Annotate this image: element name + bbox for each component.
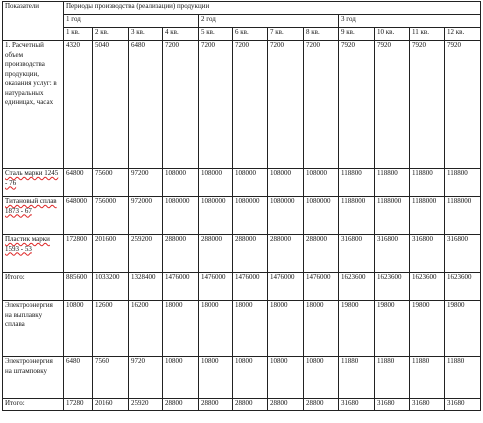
table-cell: 4320 <box>64 41 93 169</box>
production-table <box>2 1 481 411</box>
table-cell: 316800 <box>445 235 481 273</box>
table-cell: 118800 <box>445 169 481 197</box>
table-cell: 28800 <box>163 399 199 411</box>
header-quarter: 2 кв. <box>93 28 129 41</box>
table-cell: 31680 <box>410 399 445 411</box>
header-quarter: 5 кв. <box>199 28 233 41</box>
row-label <box>3 273 64 301</box>
table-cell: 18000 <box>163 301 199 357</box>
table-cell: 10800 <box>64 301 93 357</box>
table-cell: 11880 <box>375 357 410 399</box>
table-cell: 1033200 <box>93 273 129 301</box>
table-cell: 972000 <box>129 197 163 235</box>
header-quarter: 12 кв. <box>445 28 481 41</box>
row-label-text: Электроэнергия на выплавку сплава <box>5 301 53 328</box>
table-cell: 11880 <box>445 357 481 399</box>
table-cell: 1328400 <box>129 273 163 301</box>
header-year-3: 3 год <box>339 15 481 28</box>
table-cell: 9720 <box>129 357 163 399</box>
table-cell: 118800 <box>339 169 375 197</box>
table-cell: 16200 <box>129 301 163 357</box>
table-cell: 108000 <box>268 169 304 197</box>
header-quarter: 7 кв. <box>268 28 304 41</box>
table-cell: 316800 <box>375 235 410 273</box>
table-cell: 19800 <box>339 301 375 357</box>
table-cell: 108000 <box>233 169 268 197</box>
table-cell: 6480 <box>129 41 163 169</box>
table-cell: 316800 <box>339 235 375 273</box>
table-cell: 5040 <box>93 41 129 169</box>
table-cell: 7200 <box>199 41 233 169</box>
row-label <box>3 399 64 411</box>
row-label-text: Титановый сплав 1873 - 67 <box>5 197 57 215</box>
row-label <box>3 169 64 197</box>
row-label <box>3 357 64 399</box>
table-cell: 11880 <box>410 357 445 399</box>
table-cell: 28800 <box>233 399 268 411</box>
table-cell: 7200 <box>163 41 199 169</box>
table-cell: 1080000 <box>268 197 304 235</box>
header-quarter: 11 кв. <box>410 28 445 41</box>
table-cell: 108000 <box>304 169 339 197</box>
table-cell: 1188000 <box>445 197 481 235</box>
header-year-1: 1 год <box>64 15 199 28</box>
table-cell: 75600 <box>93 169 129 197</box>
header-quarter: 10 кв. <box>375 28 410 41</box>
table-cell: 1476000 <box>199 273 233 301</box>
table-cell: 1080000 <box>233 197 268 235</box>
table-cell: 1623600 <box>445 273 481 301</box>
table-cell: 7200 <box>304 41 339 169</box>
table-cell: 648000 <box>64 197 93 235</box>
header-quarter: 1 кв. <box>64 28 93 41</box>
table-cell: 10800 <box>163 357 199 399</box>
table-cell: 7920 <box>339 41 375 169</box>
table-cell: 18000 <box>233 301 268 357</box>
table-cell: 118800 <box>375 169 410 197</box>
row-label-text: Итого: <box>5 273 25 281</box>
header-quarter: 3 кв. <box>129 28 163 41</box>
header-year-2: 2 год <box>199 15 339 28</box>
table-row <box>3 301 481 357</box>
table-cell: 17280 <box>64 399 93 411</box>
table-cell: 288000 <box>163 235 199 273</box>
table-cell: 316800 <box>410 235 445 273</box>
table-cell: 1476000 <box>268 273 304 301</box>
row-label <box>3 41 64 169</box>
table-body <box>3 41 481 411</box>
table-cell: 7920 <box>375 41 410 169</box>
table-cell: 1188000 <box>375 197 410 235</box>
table-cell: 756000 <box>93 197 129 235</box>
row-label-text: Электроэнергия на штамповку <box>5 357 53 375</box>
table-cell: 1623600 <box>410 273 445 301</box>
table-cell: 12600 <box>93 301 129 357</box>
header-indicator: Показатели <box>3 2 64 41</box>
table-cell: 288000 <box>304 235 339 273</box>
row-label <box>3 301 64 357</box>
table-cell: 7200 <box>233 41 268 169</box>
table-cell: 10800 <box>304 357 339 399</box>
table-row <box>3 273 481 301</box>
table-cell: 31680 <box>339 399 375 411</box>
header-quarter: 6 кв. <box>233 28 268 41</box>
table-cell: 201600 <box>93 235 129 273</box>
table-cell: 10800 <box>268 357 304 399</box>
row-label-text: 1. Расчетный объем производства продукции, оказания услуг: в натуральных единицах, часах <box>5 41 57 106</box>
table-cell: 288000 <box>268 235 304 273</box>
table-row <box>3 41 481 169</box>
table-cell: 11880 <box>339 357 375 399</box>
table-cell: 31680 <box>445 399 481 411</box>
table-cell: 1476000 <box>233 273 268 301</box>
table-cell: 7920 <box>445 41 481 169</box>
row-label <box>3 235 64 273</box>
table-cell: 1188000 <box>410 197 445 235</box>
table-cell: 288000 <box>233 235 268 273</box>
table-cell: 25920 <box>129 399 163 411</box>
table-cell: 64800 <box>64 169 93 197</box>
header-quarter: 9 кв. <box>339 28 375 41</box>
table-cell: 259200 <box>129 235 163 273</box>
header-periods: Периоды производства (реализации) продукции <box>64 2 481 15</box>
table-cell: 19800 <box>410 301 445 357</box>
table-cell: 118800 <box>410 169 445 197</box>
row-label-text: Итого: <box>5 399 25 407</box>
table-cell: 19800 <box>375 301 410 357</box>
table-cell: 28800 <box>304 399 339 411</box>
table-cell: 19800 <box>445 301 481 357</box>
table-cell: 1188000 <box>339 197 375 235</box>
table-cell: 18000 <box>304 301 339 357</box>
table-row <box>3 235 481 273</box>
table-cell: 288000 <box>199 235 233 273</box>
table-cell: 97200 <box>129 169 163 197</box>
table-cell: 10800 <box>199 357 233 399</box>
table-cell: 7560 <box>93 357 129 399</box>
table-cell: 885600 <box>64 273 93 301</box>
row-label <box>3 197 64 235</box>
table-cell: 18000 <box>268 301 304 357</box>
row-label-text: Пластик марки 1593 - 53 <box>5 235 50 253</box>
table-cell: 172800 <box>64 235 93 273</box>
table-row <box>3 399 481 411</box>
table-cell: 1623600 <box>375 273 410 301</box>
table-cell: 108000 <box>199 169 233 197</box>
table-cell: 7920 <box>410 41 445 169</box>
table-cell: 1080000 <box>199 197 233 235</box>
table-cell: 1080000 <box>304 197 339 235</box>
table-cell: 1080000 <box>163 197 199 235</box>
table-cell: 28800 <box>268 399 304 411</box>
header-quarter: 8 кв. <box>304 28 339 41</box>
table-cell: 10800 <box>233 357 268 399</box>
table-row <box>3 169 481 197</box>
table-cell: 20160 <box>93 399 129 411</box>
table-row <box>3 357 481 399</box>
header-quarter: 4 кв. <box>163 28 199 41</box>
table-row <box>3 197 481 235</box>
row-label-text: Сталь марки 1245 - 76 <box>5 169 59 187</box>
table-cell: 31680 <box>375 399 410 411</box>
table-cell: 108000 <box>163 169 199 197</box>
table-cell: 7200 <box>268 41 304 169</box>
table-cell: 28800 <box>199 399 233 411</box>
table-cell: 6480 <box>64 357 93 399</box>
table-cell: 1623600 <box>339 273 375 301</box>
table-cell: 18000 <box>199 301 233 357</box>
table-cell: 1476000 <box>304 273 339 301</box>
table-cell: 1476000 <box>163 273 199 301</box>
